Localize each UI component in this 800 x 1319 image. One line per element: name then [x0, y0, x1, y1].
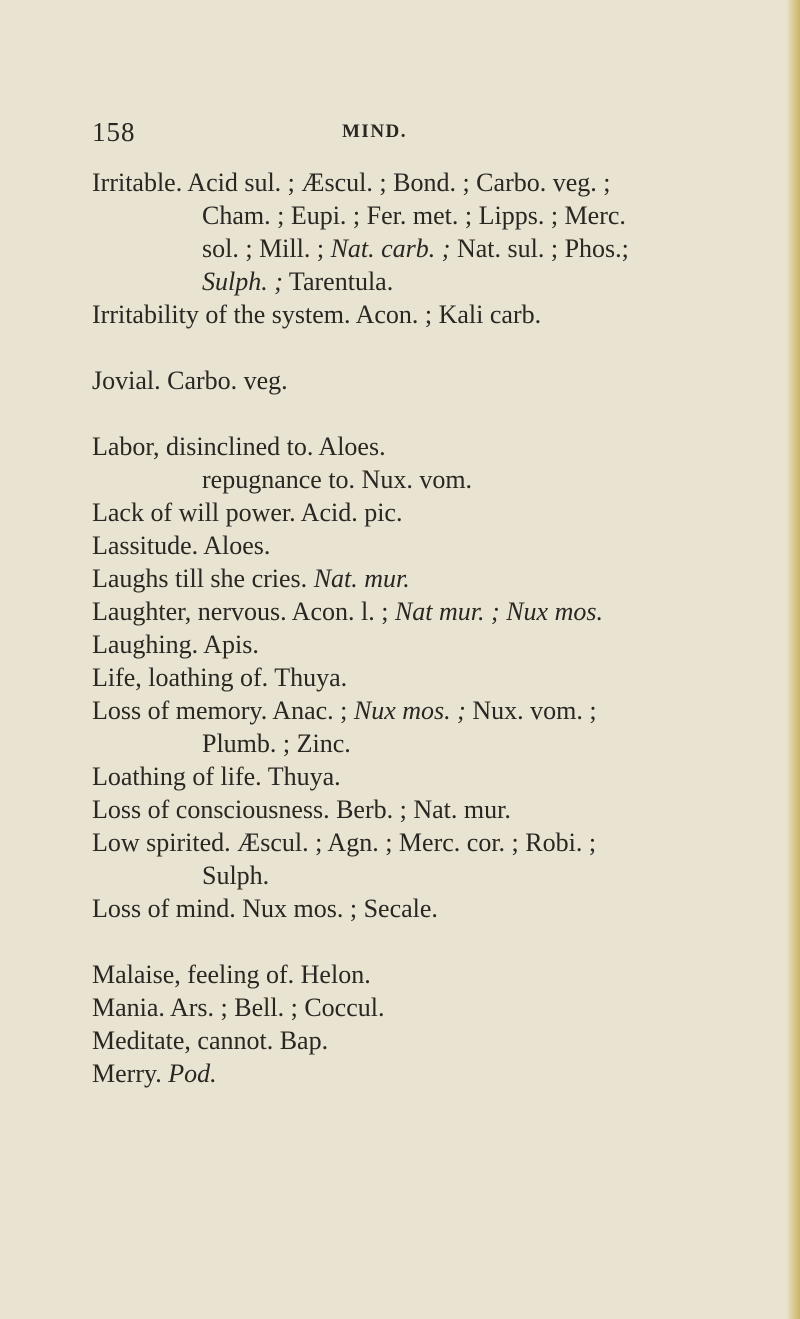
remedy-text: Nat. sul. ; Phos.; — [450, 234, 629, 263]
entry-laughter-nervous — [92, 595, 702, 628]
remedy-italic: Nat. mur. — [313, 564, 410, 593]
entry-labor-repugnance: repugnance to. Nux. vom. — [202, 465, 473, 494]
page-header — [92, 117, 432, 147]
page-number: 158 — [92, 117, 136, 147]
entry-loathing-life: Loathing of life. Thuya. — [92, 762, 341, 791]
entry-low-spirited: Low spirited. Æscul. ; Agn. ; Merc. cor. ; Robi. ; — [92, 828, 597, 857]
entry-life-loathing: Life, loathing of. Thuya. — [92, 663, 348, 692]
entry-text: Laughter, nervous. Acon. l. ; — [92, 597, 395, 626]
entry-mania: Mania. Ars. ; Bell. ; Coccul. — [92, 993, 385, 1022]
page-edge — [786, 0, 800, 1319]
entry-irritable: Irritable. Acid sul. ; Æscul. ; Bond. ; Carbo. veg. ; — [92, 168, 611, 197]
entry-laughing: Laughing. Apis. — [92, 630, 259, 659]
entry-irritable-cont-1: Cham. ; Eupi. ; Fer. met. ; Lipps. ; Merc. — [202, 201, 626, 230]
entry-merry — [92, 1057, 702, 1090]
remedy-italic: Sulph. ; — [202, 267, 283, 296]
remedy-italic: Pod. — [168, 1059, 217, 1088]
entry-text: Loss of memory. Anac. ; — [92, 696, 354, 725]
remedy-italic: Nux mos. ; — [353, 696, 466, 725]
entry-loss-memory — [92, 694, 702, 727]
remedy-text: Nux. vom. ; — [465, 696, 597, 725]
remedy-italic: Nat mur. ; Nux mos. — [394, 597, 603, 626]
entry-loss-mind: Loss of mind. Nux mos. ; Secale. — [92, 894, 438, 923]
section-gap — [92, 397, 702, 430]
entry-loss-consciousness: Loss of consciousness. Berb. ; Nat. mur. — [92, 795, 511, 824]
remedy-text: Tarentula. — [282, 267, 394, 296]
section-gap — [92, 925, 702, 958]
entry-text: Merry. — [92, 1059, 169, 1088]
entry-meditate: Meditate, cannot. Bap. — [92, 1026, 329, 1055]
entry-laughs-cries — [92, 562, 702, 595]
running-title: MIND. — [342, 121, 408, 142]
entry-lack-will: Lack of will power. Acid. pic. — [92, 498, 403, 527]
entry-malaise: Malaise, feeling of. Helon. — [92, 960, 371, 989]
remedy-text: sol. ; Mill. ; — [202, 234, 331, 263]
section-gap — [92, 331, 702, 364]
entry-jovial: Jovial. Carbo. veg. — [92, 366, 288, 395]
entry-loss-memory-cont: Plumb. ; Zinc. — [202, 729, 351, 758]
entry-lassitude: Lassitude. Aloes. — [92, 531, 271, 560]
remedy-italic: Nat. carb. ; — [330, 234, 451, 263]
entry-list — [92, 166, 702, 1090]
entry-irritability-system: Irritability of the system. Acon. ; Kali carb. — [92, 300, 542, 329]
entry-low-spirited-cont: Sulph. — [202, 861, 270, 890]
entry-labor-disinclined: Labor, disinclined to. Aloes. — [92, 432, 386, 461]
entry-irritable-cont-2 — [92, 232, 702, 265]
entry-irritable-cont-3 — [92, 265, 702, 298]
entry-text: Laughs till she cries. — [92, 564, 314, 593]
